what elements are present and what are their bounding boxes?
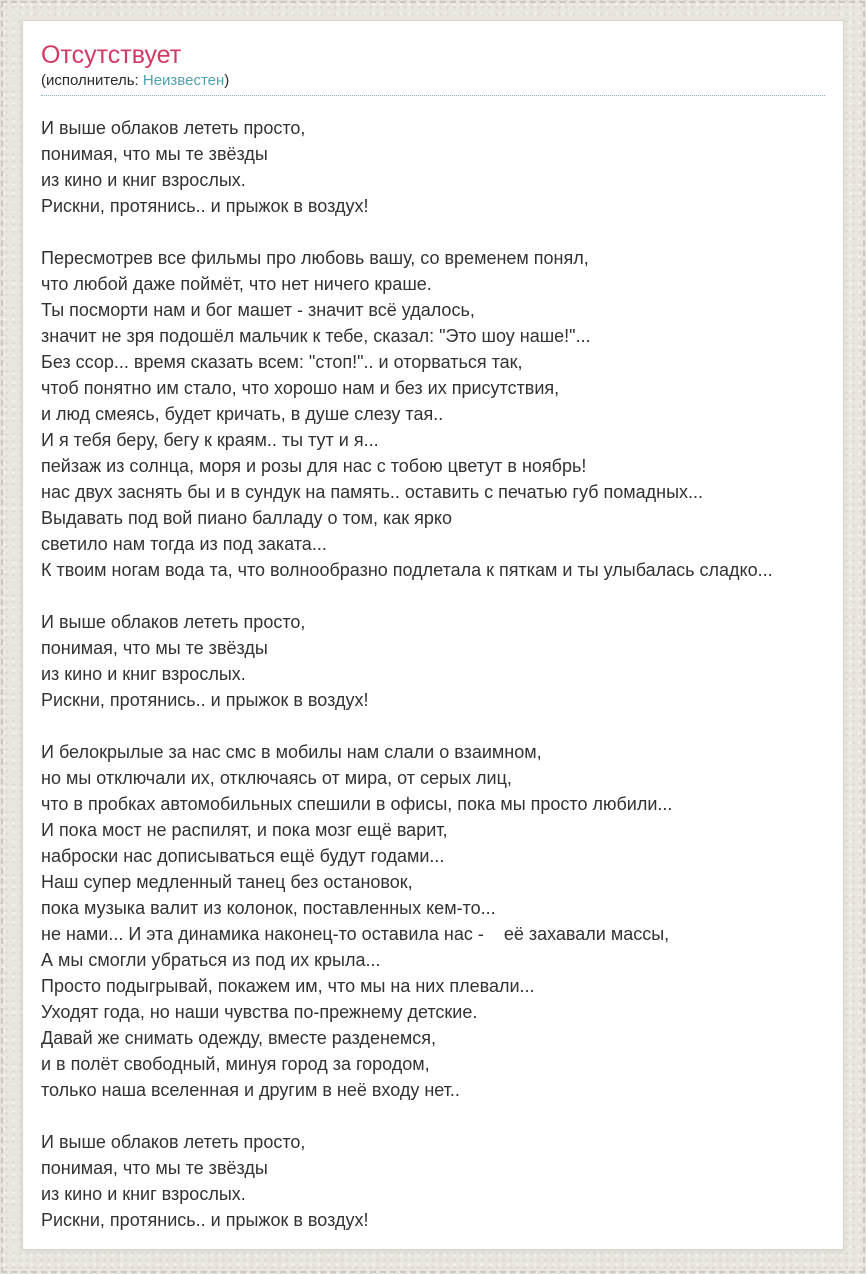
lyric-line: Выдавать под вой пиано балладу о том, как ярко [41, 507, 452, 528]
lyric-line: что любой даже поймёт, что нет ничего краше. [41, 273, 432, 294]
lyric-line: А мы смогли убраться из под их крыла... [41, 949, 381, 970]
lyric-line: светило нам тогда из под заката... [41, 533, 327, 554]
lyric-line: но мы отключали их, отключаясь от мира, от серых лиц, [41, 767, 512, 788]
page-title: Отсутствует [41, 41, 182, 69]
lyric-line: значит не зря подошёл мальчик к тебе, сказал: "Это шоу наше!"... [41, 325, 591, 346]
lyric-line: нас двух заснять бы и в сундук на память.. оставить с печатью губ помадных... [41, 481, 704, 502]
lyric-line: И выше облаков лететь просто, [41, 1131, 306, 1152]
lyric-line: Без ссор... время сказать всем: "стоп!".. и оторваться так, [41, 351, 523, 372]
lyric-line: И белокрылые за нас смс в мобилы нам слали о взаимном, [41, 741, 542, 762]
lyric-line: Рискни, протянись.. и прыжок в воздух! [41, 1209, 369, 1230]
lyrics-text [41, 115, 841, 1233]
lyric-line: Уходят года, но наши чувства по-прежнему детские. [41, 1001, 478, 1022]
artist-label: (исполнитель: [41, 71, 143, 89]
lyric-line: Рискни, протянись.. и прыжок в воздух! [41, 689, 369, 710]
lyric-line: Ты посморти нам и бог машет - значит всё удалось, [41, 299, 475, 320]
lyric-line: Просто подыгрывай, покажем им, что мы на них плевали... [41, 975, 535, 996]
lyric-line: И выше облаков лететь просто, [41, 117, 306, 138]
lyric-line: не нами... И эта динамика наконец-то оставила нас - её захавали массы, [41, 923, 670, 944]
lyric-stanza [41, 739, 841, 1103]
lyric-line: понимая, что мы те звёзды [41, 637, 268, 658]
lyric-line: пока музыка валит из колонок, поставленных кем-то... [41, 897, 496, 918]
lyric-line: И пока мост не распилят, и пока мозг ещё варит, [41, 819, 448, 840]
lyric-line: из кино и книг взрослых. [41, 169, 246, 190]
lyric-line: Наш супер медленный танец без остановок, [41, 871, 413, 892]
lyric-line: и люд смеясь, будет кричать, в душе слезу тая.. [41, 403, 444, 424]
lyric-line: Пересмотрев все фильмы про любовь вашу, со временем понял, [41, 247, 589, 268]
lyric-line: пейзаж из солнца, моря и розы для нас с тобою цветут в ноябрь! [41, 455, 587, 476]
lyric-stanza [41, 245, 841, 583]
lyric-line: из кино и книг взрослых. [41, 663, 246, 684]
lyric-line: только наша вселенная и другим в неё входу нет.. [41, 1079, 460, 1100]
lyric-line: наброски нас дописываться ещё будут годами... [41, 845, 445, 866]
lyric-line: Рискни, протянись.. и прыжок в воздух! [41, 195, 369, 216]
artist-link[interactable]: Неизвестен [142, 71, 225, 89]
lyric-line: Давай же снимать одежду, вместе разденемся, [41, 1027, 437, 1048]
lyric-line: понимая, что мы те звёзды [41, 1157, 268, 1178]
lyric-line: И я тебя беру, бегу к краям.. ты тут и я... [41, 429, 379, 450]
lyric-line: чтоб понятно им стало, что хорошо нам и без их присутствия, [41, 377, 560, 398]
lyric-line: и в полёт свободный, минуя город за городом, [41, 1053, 430, 1074]
lyric-line: К твоим ногам вода та, что волнообразно подлетала к пяткам и ты улыбалась сладко... [41, 559, 773, 580]
artist-line [41, 72, 825, 96]
lyric-stanza [41, 1129, 841, 1233]
lyric-stanza [41, 609, 841, 713]
lyric-line: что в пробках автомобильных спешили в офисы, пока мы просто любили... [41, 793, 673, 814]
artist-label-close: ) [224, 71, 230, 89]
lyric-line: понимая, что мы те звёзды [41, 143, 268, 164]
lyric-stanza [41, 115, 841, 219]
lyrics-card [22, 20, 844, 1250]
lyric-line: из кино и книг взрослых. [41, 1183, 246, 1204]
lyric-line: И выше облаков лететь просто, [41, 611, 306, 632]
